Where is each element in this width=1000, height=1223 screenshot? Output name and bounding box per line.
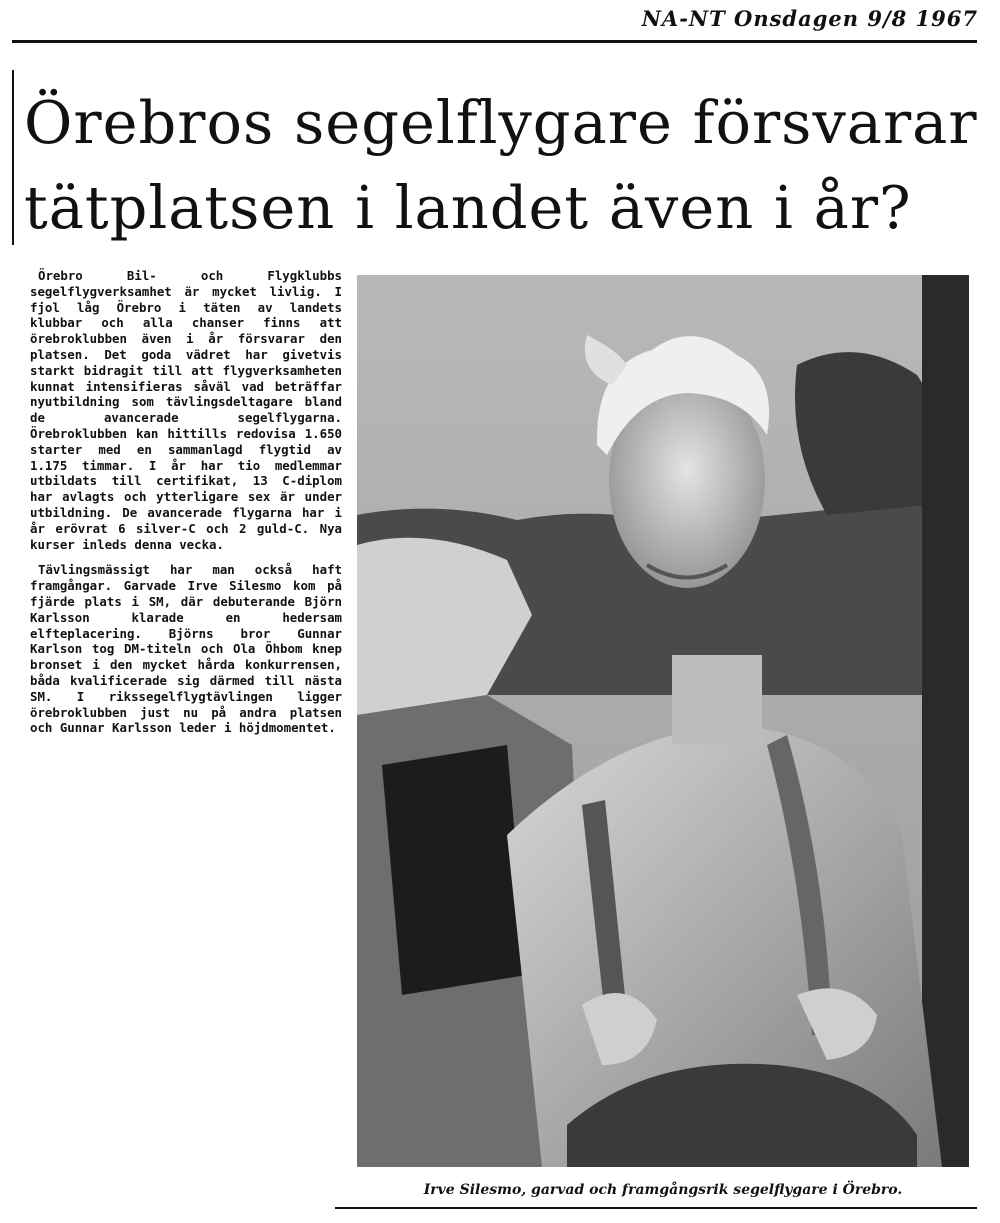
photo-caption: Irve Silesmo, garvad och framgångsrik segelflygare i Örebro.	[423, 1182, 903, 1198]
masthead: NA-NT Onsdagen 9/8 1967	[641, 6, 978, 31]
bottom-rule	[335, 1207, 977, 1209]
headline-side-rule	[12, 70, 14, 245]
headline: Örebros segelflygare försvarar tätplatsen i landet även i år?	[24, 88, 978, 242]
article-paragraph: Örebro Bil- och Flygklubbs segelflygverksamhet är mycket livlig. I fjol låg Örebro i täten av landets klubbar och alla chanser finns att örebroklubben även i år försvarar den platsen. Det goda vädret har givetvis starkt bidragit till att flygverksamheten kunnat intensifieras såväl vad beträffar nyutbildning som tävlingsdeltagare bland de avancerade segelflygarna. Örebroklubben kan hittills redovisa 1.650 starter med en sammanlagd flygtid av 1.175 timmar. I år har tio medlemmar utbildats till certifikat, 13 C-diplom har avlagts och ytterligare sex är under utbildning. De avancerade flygarna har i år erövrat 6 silver-C och 2 guld-C. Nya kurser inleds denna vecka.	[30, 268, 342, 552]
top-rule	[12, 40, 977, 43]
article-photo	[357, 275, 969, 1167]
article-paragraph: Tävlingsmässigt har man också haft framgångar. Garvade Irve Silesmo kom på fjärde plats i SM, där debuterande Björn Karlsson klarade en hedersam elfteplacering. Björns bror Gunnar Karlson tog DM-titeln och Ola Öhbom knep bronset i den mycket hårda konkurrensen, båda kvalificerade sig därmed till nästa SM. I rikssegelflygtävlingen ligger örebroklubben just nu på andra platsen och Gunnar Karlsson leder i höjdmomentet.	[30, 562, 342, 736]
article-body	[30, 268, 342, 746]
